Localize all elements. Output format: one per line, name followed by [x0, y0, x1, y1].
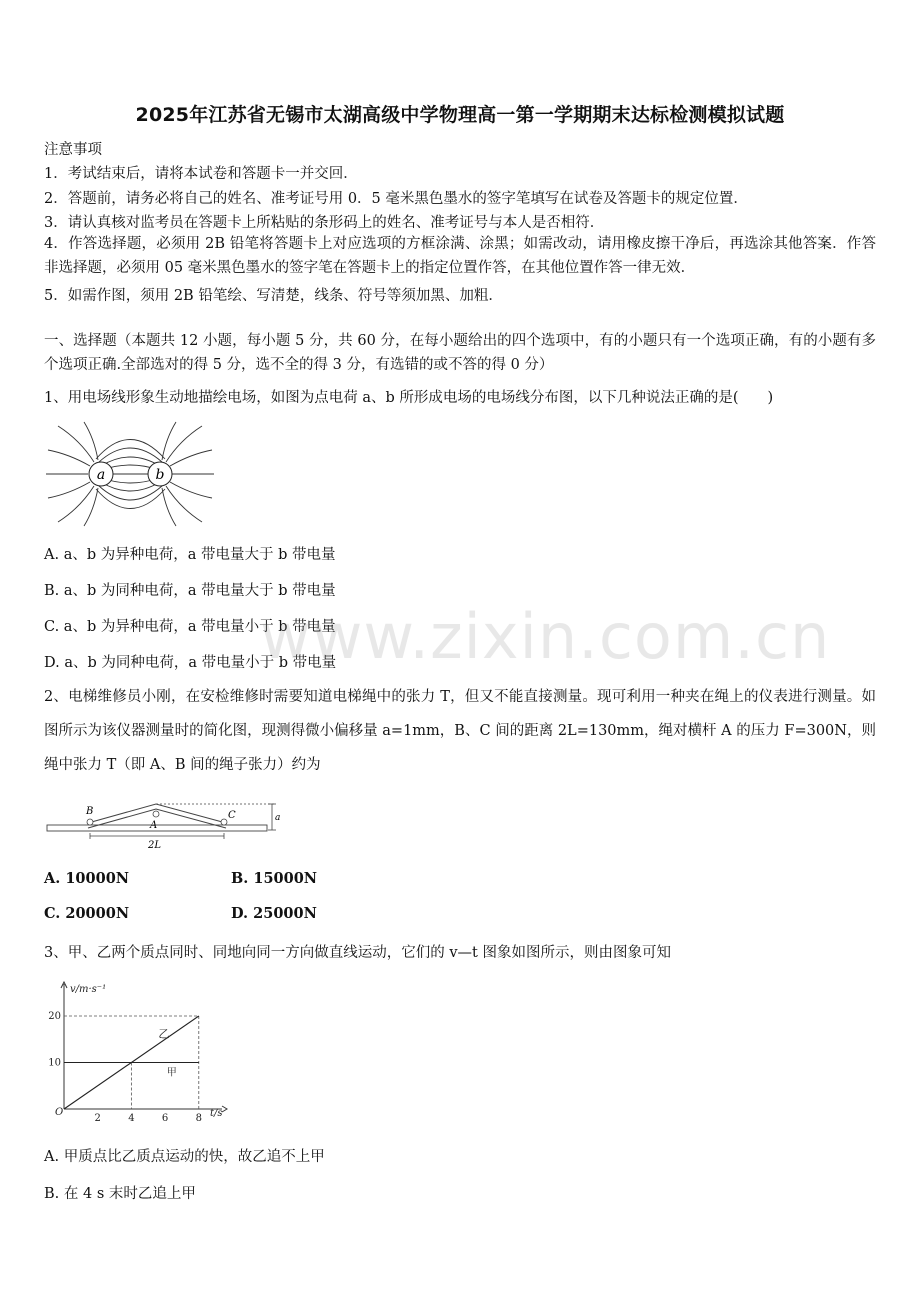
- q2-stem: 2、电梯维修员小刚，在安检维修时需要知道电梯绳中的张力 T，但又不能直接测量。现可利用一种夹在绳上的仪表进行测量。如图所示为该仪器测量时的简化图，现测得微小偏移量 a=1mm，B、C 间的距离 2L=130mm，绳对横杆 A 的压力 F=300N，则绳中张力 T（即 A、B 间的绳子张力）约为: [44, 689, 876, 773]
- q2-tension-figure: [44, 792, 294, 852]
- span-2l-label: 2L: [148, 840, 162, 851]
- notice-item: 2．答题前，请务必将自己的姓名、准考证号用 0．5 毫米黑色墨水的签字笔填写在试卷及答题卡的规定位置．: [44, 191, 748, 207]
- q2-option-b: B. 15000N: [231, 870, 318, 887]
- q3-option-b: B. 在 4 s 末时乙追上甲: [44, 1186, 196, 1202]
- q3-vt-chart: [40, 976, 230, 1126]
- notice-item: 5．如需作图，须用 2B 铅笔绘、写清楚，线条、符号等须加黑、加粗．: [44, 288, 503, 304]
- y-axis-label: v/m·s⁻¹: [70, 984, 107, 995]
- q3-stem: 3、甲、乙两个质点同时、同地向同一方向做直线运动，它们的 v—t 图象如图所示，则由图象可知: [44, 945, 671, 961]
- x-tick-label: 4: [128, 1113, 135, 1124]
- q1-option-b: B. a、b 为同种电荷，a 带电量大于 b 带电量: [44, 583, 336, 599]
- q3-option-a: A. 甲质点比乙质点运动的快，故乙追不上甲: [44, 1149, 325, 1165]
- origin-label: O: [55, 1107, 64, 1118]
- q2-option-c: C. 20000N: [44, 905, 130, 922]
- charge-a-label: a: [96, 467, 106, 483]
- x-tick-label: 8: [195, 1113, 202, 1124]
- q1-option-a: A. a、b 为异种电荷，a 带电量大于 b 带电量: [44, 547, 336, 563]
- exam-title: 2025年江苏省无锡市太湖高级中学物理高一第一学期期末达标检测模拟试题: [135, 104, 785, 126]
- notice-item: 3．请认真核对监考员在答题卡上所粘贴的条形码上的姓名、准考证号与本人是否相符．: [44, 215, 605, 231]
- x-axis-arrow: [222, 1106, 227, 1112]
- x-axis-label: t/s: [210, 1108, 223, 1119]
- q2-option-d: D. 25000N: [231, 905, 317, 922]
- offset-a-label: a: [275, 813, 281, 823]
- x-tick-label: 6: [161, 1113, 169, 1124]
- watermark: www.zixin.com.cn: [260, 600, 831, 673]
- q1-stem: 1、用电场线形象生动地描绘电场，如图为点电荷 a、b 所形成电场的电场线分布图，以下几种说法正确的是( ): [44, 390, 774, 406]
- notice-item: 4．作答选择题，必须用 2B 铅笔将答题卡上对应选项的方框涂满、涂黑；如需改动，请用橡皮擦干净后，再选涂其他答案．作答非选择题，必须用 05 毫米黑色墨水的签字笔在答题卡上的指定位置作答，在其他位置作答一律无效．: [44, 236, 876, 276]
- point-c-label: C: [228, 810, 236, 821]
- notice-item: 1．考试结束后，请将本试卷和答题卡一并交回．: [44, 166, 358, 182]
- point-a-label: A: [150, 820, 158, 831]
- x-tick-label: 2: [94, 1113, 101, 1124]
- charge-b-label: b: [155, 467, 165, 483]
- series-label-yi: 乙: [158, 1027, 170, 1041]
- point-b-label: B: [86, 806, 94, 817]
- q2-option-a: A. 10000N: [44, 870, 130, 887]
- y-tick-label: 10: [48, 1057, 61, 1069]
- notice-heading: 注意事项: [44, 142, 102, 158]
- q1-option-d: D. a、b 为同种电荷，a 带电量小于 b 带电量: [44, 655, 337, 671]
- y-tick-label: 20: [48, 1011, 61, 1022]
- section-heading: 一、选择题（本题共 12 小题，每小题 5 分，共 60 分，在每小题给出的四个选项中，有的小题只有一个选项正确，有的小题有多个选项正确.全部选对的得 5 分，选不全的得 3 分，有选错的或不答的得 0 分）: [44, 333, 876, 373]
- series-label-jia: 甲: [166, 1067, 177, 1079]
- q1-option-c: C. a、b 为异种电荷，a 带电量小于 b 带电量: [44, 619, 336, 635]
- q1-field-line-figure: [44, 420, 216, 528]
